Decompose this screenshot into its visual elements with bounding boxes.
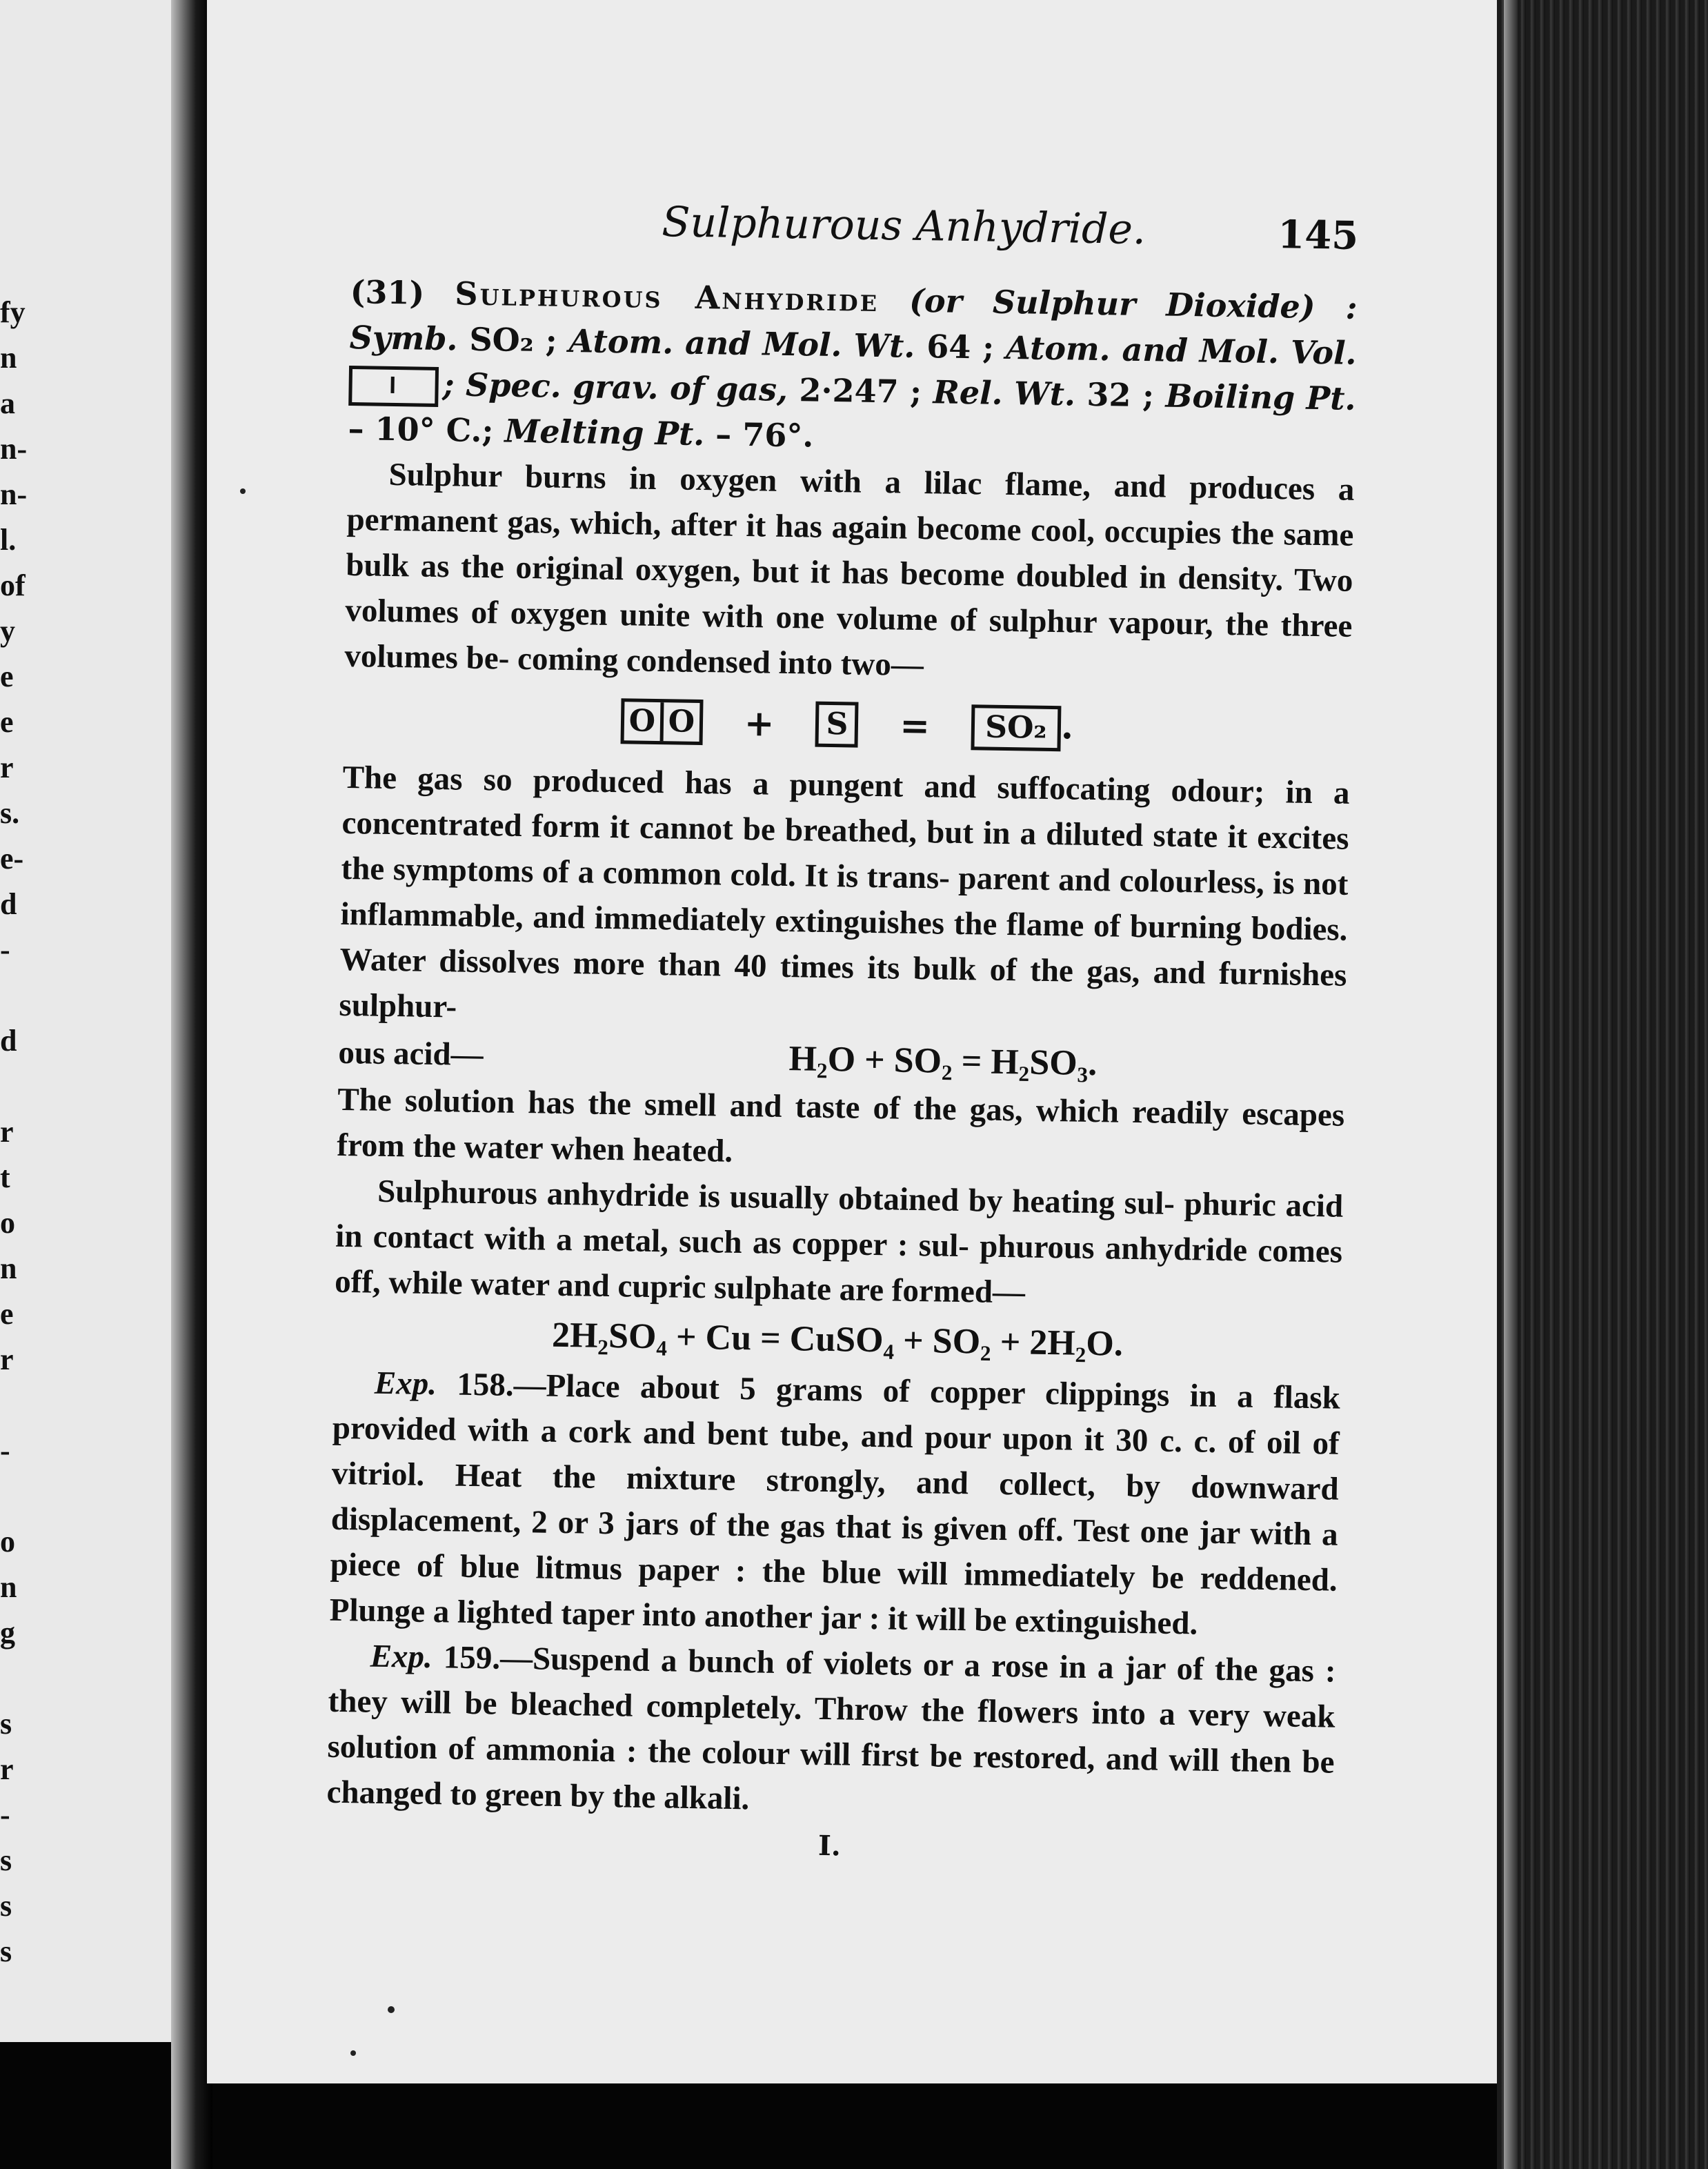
page-number: 145 xyxy=(1277,212,1359,259)
margin-letter: - xyxy=(0,1798,10,1832)
margin-letter: y xyxy=(0,614,15,648)
melting-point-label: Melting Pt. xyxy=(504,412,705,453)
volume-diagram xyxy=(343,686,1351,764)
boiling-point-value: – 10° C.; xyxy=(348,409,494,450)
page-text xyxy=(326,193,1359,1870)
equation-2: 2H₂SO₄ + Cu = CuSO₄ + SO₂ + 2H₂O. xyxy=(551,1315,1124,1364)
margin-letter xyxy=(0,1656,21,1701)
margin-letter: s xyxy=(0,1707,12,1741)
margin-letter xyxy=(0,1064,21,1109)
section-heading xyxy=(348,269,1358,467)
melting-point-value: – 76°. xyxy=(715,415,814,455)
plus-sign: + xyxy=(744,702,775,745)
symbol-value: SO₂ ; xyxy=(469,320,558,359)
section-name: Sulphurous Anhydride xyxy=(454,275,880,319)
gravity-value: 2·247 ; xyxy=(799,371,922,411)
margin-letter: e xyxy=(0,660,14,693)
margin-letter: e xyxy=(0,1297,14,1331)
margin-letter: fy xyxy=(0,295,26,329)
margin-letter: s xyxy=(0,1934,12,1968)
boiling-point-label: Boiling Pt. xyxy=(1165,377,1356,417)
volume-label: Atom. and Mol. Vol. xyxy=(1005,328,1357,372)
margin-letter: n xyxy=(0,1251,17,1285)
page-edge-shadow xyxy=(1504,0,1518,2169)
margin-letter: n- xyxy=(0,432,28,466)
experiment-158 xyxy=(329,1360,1340,1649)
signature-mark: I. xyxy=(817,1829,842,1863)
oxygen-cell-1: O xyxy=(628,703,656,740)
running-title: Sulphurous Anhydride. xyxy=(661,198,1146,255)
rel-weight-label: Rel. Wt. xyxy=(933,373,1076,413)
experiment-158-text: 158.—Place about 5 grams of copper clippings in a flask provided with a cork and bent tube, and pour upon it 30 c. c. of oil of vitriol. Heat the mixture strongly, and collect, by downward displacement, 2 or 3 jars of the gas that is given off. Test one jar with a piece of blue litmus paper : the blue will immediately be reddened. Plunge a lighted taper into another jar : it will be extinguished. xyxy=(329,1366,1341,1642)
gravity-label: ; Spec. grav. of gas, xyxy=(442,366,788,408)
experiment-159-text: 159.—Suspend a bunch of violets or a rose in a jar of the gas : they will be bleached completely. Throw the flowers into a very weak solution of ammonia : the colour will first be restored, and will then be changed to green by the alkali. xyxy=(326,1639,1336,1817)
margin-letter: o xyxy=(0,1525,15,1558)
paragraph-3: The solution has the smell and taste of the gas, which readily escapes from the water when heated. xyxy=(336,1081,1345,1169)
margin-letter: o xyxy=(0,1206,15,1240)
margin-letter: g xyxy=(0,1616,15,1650)
diagram-period: . xyxy=(1060,704,1074,748)
margin-letter: r xyxy=(0,1752,14,1786)
margin-letter xyxy=(0,1474,21,1519)
volume-box-icon xyxy=(348,366,439,407)
symbol-label: Symb. xyxy=(349,318,458,358)
margin-letter: s xyxy=(0,1889,12,1923)
margin-letter: d xyxy=(0,1024,17,1058)
margin-letter: a xyxy=(0,386,15,420)
left-facing-page xyxy=(0,0,186,2042)
paragraph-4: Sulphurous anhydride is usually obtained by heating sul- phuric acid in contact with a metal, such as copper : sul- phurous anhydride comes off, while water and cupric sulphate are formed— xyxy=(334,1173,1344,1311)
margin-letter: d xyxy=(0,887,17,921)
margin-letter: n- xyxy=(0,477,28,511)
experiment-158-label: Exp. xyxy=(374,1365,437,1403)
experiment-159 xyxy=(326,1633,1336,1831)
paragraph-2: The gas so produced has a pungent and suffocating odour; in a concentrated form it cannot be breathed, but in a diluted state it excites the symptoms of a common cold. It is trans- parent and colourless, is not inflammable, and immediately extinguishes the flame of burning bodies. Water dissolves more than 40 times its bulk of the gas, and furnishes sulphur- xyxy=(339,759,1350,1025)
paragraph-1: Sulphur burns in oxygen with a lilac flame, and produces a permanent gas, which, after it has again become cool, occupies the same bulk as the original oxygen, but it has become doubled in density. Two volumes of oxygen unite with one volume of sulphur vapour, the three volumes be- coming condensed into two— xyxy=(344,456,1355,684)
margin-letter: e xyxy=(0,705,14,739)
ink-speck xyxy=(240,488,246,494)
margin-letter: e- xyxy=(0,842,24,875)
margin-letter: r xyxy=(0,751,14,784)
equation-1: H₂O + SO₂ = H₂SO₃. xyxy=(788,1039,1098,1084)
ink-speck xyxy=(388,2006,395,2013)
margin-letter: s xyxy=(0,1843,12,1877)
ink-speck xyxy=(350,2050,356,2056)
experiment-159-label: Exp. xyxy=(370,1638,433,1676)
margin-letter: s. xyxy=(0,796,20,830)
margin-letter: of xyxy=(0,568,26,602)
margin-letter: r xyxy=(0,1115,14,1149)
section-alt-name: (or Sulphur Dioxide) : xyxy=(908,281,1358,326)
oxygen-volumes-box xyxy=(620,698,703,745)
oxygen-cell-2: O xyxy=(659,702,699,742)
sulphur-cell: S xyxy=(826,706,848,742)
margin-letter: r xyxy=(0,1343,14,1376)
margin-letter: - xyxy=(0,933,10,967)
product-cell: SO₂ xyxy=(984,709,1048,746)
sulphur-volume-box xyxy=(815,702,859,748)
book-gutter xyxy=(171,0,212,2169)
paragraph-2-end: ous acid— xyxy=(338,1034,484,1073)
section-number: (31) xyxy=(350,273,425,312)
page-edges xyxy=(1497,0,1708,2169)
weight-label: Atom. and Mol. Wt. xyxy=(568,321,915,365)
margin-letter: - xyxy=(0,1434,10,1467)
margin-letter: n xyxy=(0,1570,17,1604)
margin-letter xyxy=(0,1383,21,1428)
margin-letter: t xyxy=(0,1160,10,1194)
weight-value: 64 ; xyxy=(926,328,995,366)
product-volume-box xyxy=(971,704,1061,751)
margin-letter xyxy=(0,973,21,1018)
margin-letter: l. xyxy=(0,523,17,557)
equals-sign: = xyxy=(899,704,931,747)
margin-letter: n xyxy=(0,341,17,375)
rel-weight-value: 32 ; xyxy=(1086,375,1155,415)
product-group xyxy=(971,704,1073,751)
left-margin-letters xyxy=(0,290,28,1974)
